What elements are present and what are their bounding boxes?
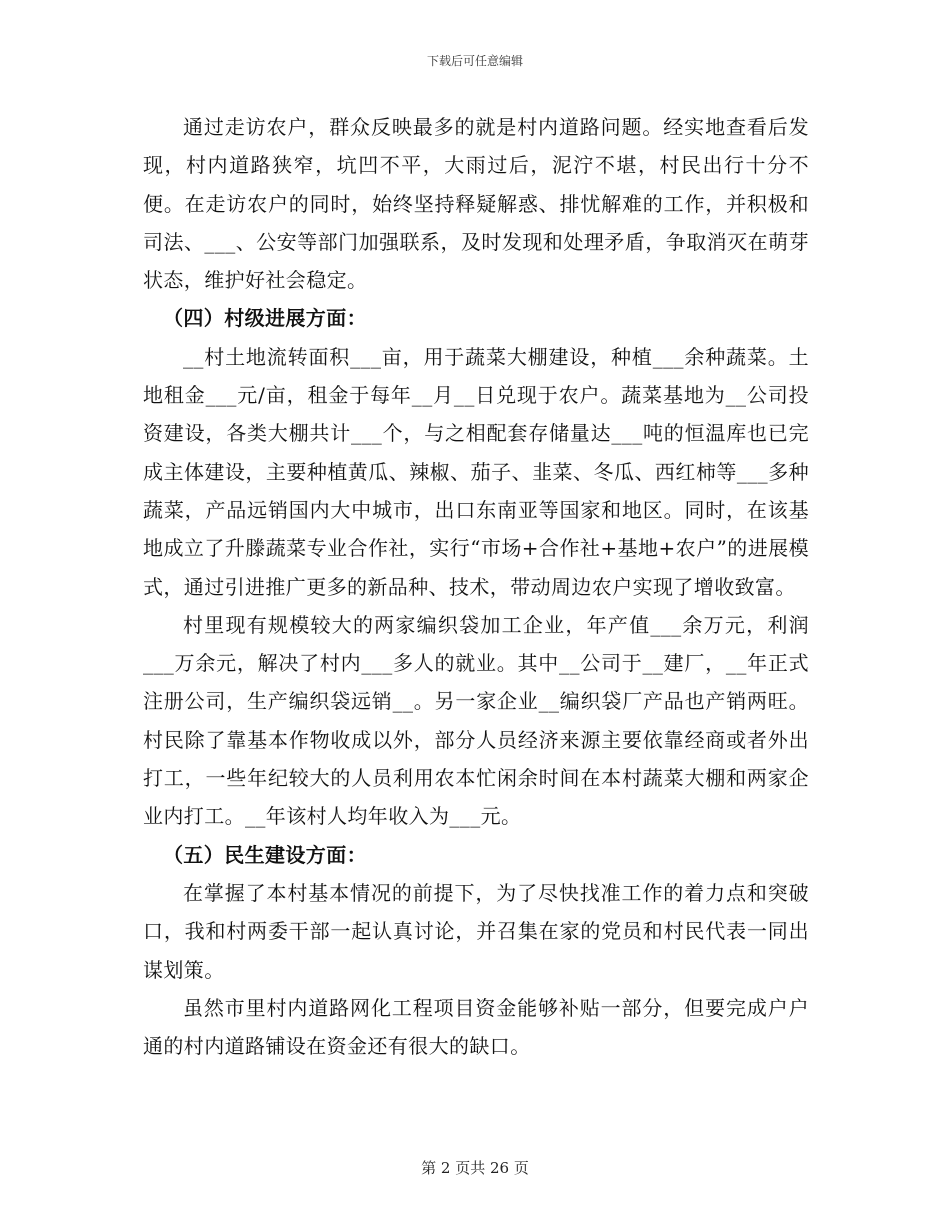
paragraph-land-transfer: __村土地流转面积___亩，用于蔬菜大棚建设，种植___余种蔬菜。土地租金___元/亩，租金于每年__月__日兑现于农户。蔬菜基地为__公司投资建设，各类大棚共计___个，与之相配套存储量达___吨的恒温库也已完成主体建设，主要种植黄瓜、辣椒、茄子、韭菜、冬瓜、西红柿等___多种蔬菜，产品远销国内大中城市，出口东南亚等国家和地区。同时，在该基地成立了升滕蔬菜专业合作社，实行“市场+合作社+基地+农户”的进展模式，通过引进推广更多的新品种、技术，带动周边农户实现了增收致富。 xyxy=(143,344,809,599)
paragraph-enterprises: 村里现有规模较大的两家编织袋加工企业，年产值___余万元，利润___万余元，解决了村内___多人的就业。其中__公司于__建厂，__年正式注册公司，生产编织袋远销__。另一家企业__编织袋厂产品也产销两旺。村民除了靠基本作物收成以外，部分人员经济来源主要依靠经商或者外出打工，一些年纪较大的人员利用农本忙闲余时间在本村蔬菜大棚和两家企业内打工。__年该村人均年收入为___元。 xyxy=(143,612,809,829)
page-header: 下载后可任意编辑 xyxy=(426,54,523,68)
paragraph-planning: 在掌握了本村基本情况的前提下，为了尽快找准工作的着力点和突破口，我和村两委干部一起认真讨论，并召集在家的党员和村民代表一同出谋划策。 xyxy=(143,880,809,982)
paragraph-funding-gap: 虽然市里村内道路网化工程项目资金能够补贴一部分，但要完成户户通的村内道路铺设在资金还有很大的缺口。 xyxy=(143,995,809,1059)
section-heading-livelihood: （五）民生建设方面： xyxy=(163,842,367,867)
page-number: 第 2 页共 26 页 xyxy=(421,1159,529,1177)
section-heading-village-development: （四）村级进展方面： xyxy=(163,306,367,331)
document-body xyxy=(143,108,809,1065)
paragraph-road-visits: 通过走访农户，群众反映最多的就是村内道路问题。经实地查看后发现，村内道路狭窄，坑凹不平，大雨过后，泥泞不堪，村民出行十分不便。在走访农户的同时，始终坚持释疑解惑、排忧解难的工作，并积极和司法、___、公安等部门加强联系，及时发现和处理矛盾，争取消灭在萌芽状态，维护好社会稳定。 xyxy=(143,115,809,293)
